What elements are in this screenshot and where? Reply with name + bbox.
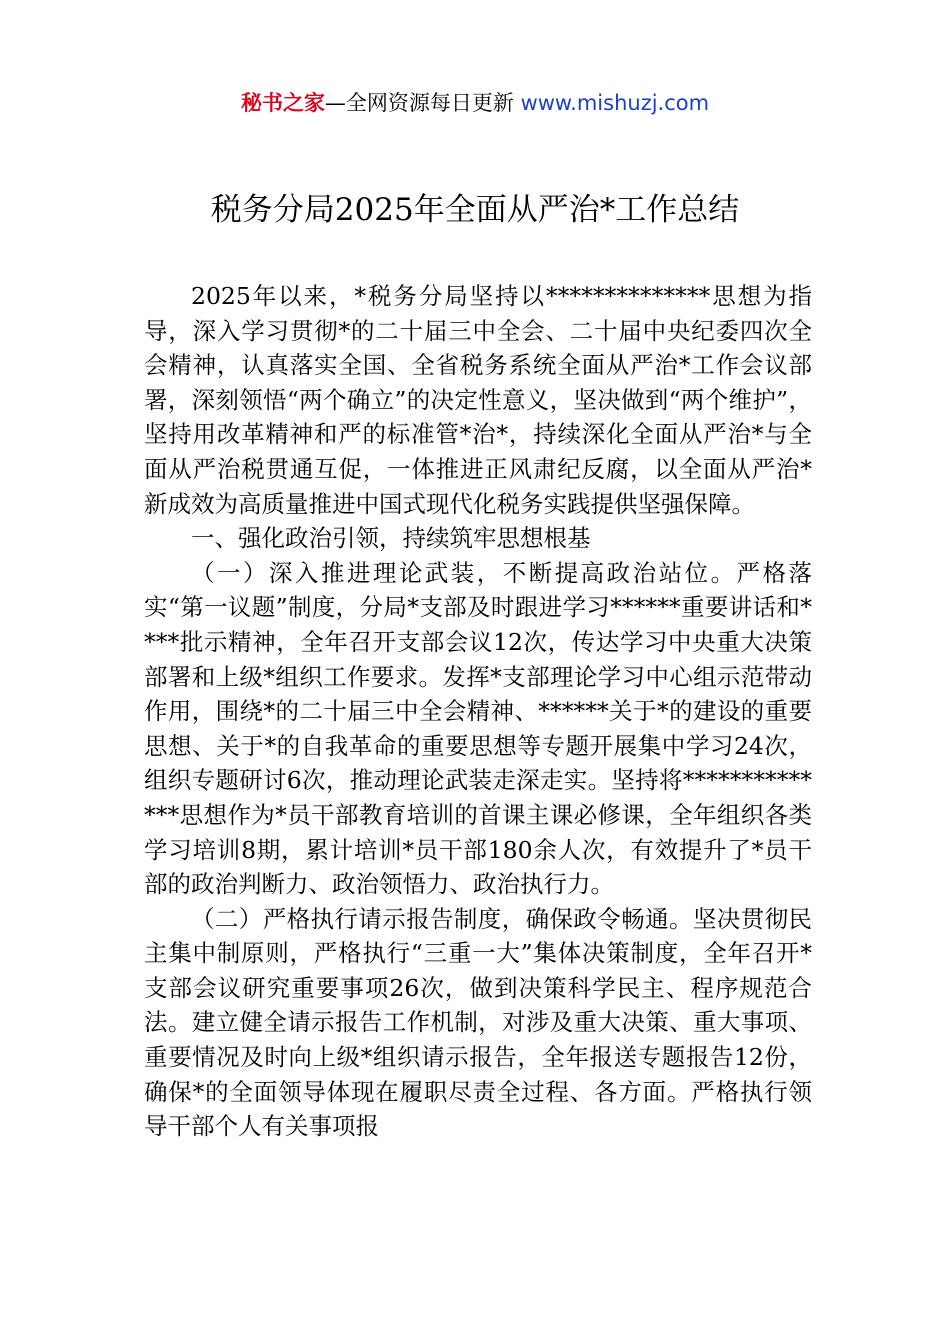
intro-paragraph: 2025年以来，*税务分局坚持以**************思想为指导，深入学习贯彻*的二十届三中全会、二十届中央纪委四次全会精神，认真落实全国、全省税务系统全面从严治*工作会议部署，深刻领悟“两个确立”的决定性意义，坚决做到“两个维护”，坚持用改革精神和严的标准管*治*，持续深化全面从严治*与全面从严治税贯通互促，一体推进正风肃纪反腐，以全面从严治*新成效为高质量推进中国式现代化税务实践提供坚强保障。 xyxy=(144,282,812,518)
site-header xyxy=(0,88,950,118)
document-body xyxy=(144,279,812,1144)
site-url-link[interactable]: www.mishuzj.com xyxy=(520,91,710,115)
section-heading: 一、强化政治引领，持续筑牢思想根基 xyxy=(191,524,591,553)
subsection-paragraph-1: （一）深入推进理论武装，不断提高政治站位。严格落实“第一议题”制度，分局*支部及时跟进学习******重要讲话和****批示精神，全年召开支部会议12次，传达学习中央重大决策部署和上级*组织工作要求。发挥*支部理论学习中心组示范带动作用，围绕*的二十届三中全会精神、******关于*的建设的重要思想、关于*的自我革命的重要思想等专题开展集中学习24次，组织专题研讨6次，推动理论武装走深走实。坚持将**************思想作为*员干部教育培训的首课主课必修课，全年组织各类学习培训8期，累计培训*员干部180余人次，有效提升了*员干部的政治判断力、政治领悟力、政治执行力。 xyxy=(144,558,812,899)
site-brand: 秘书之家 xyxy=(240,91,325,115)
site-tagline: —全网资源每日更新 xyxy=(324,91,514,115)
document-title: 税务分局2025年全面从严治*工作总结 xyxy=(210,192,740,228)
subsection-paragraph-2: （二）严格执行请示报告制度，确保政令畅通。坚决贯彻民主集中制原则，严格执行“三重一大”集体决策制度，全年召开*支部会议研究重要事项26次，做到决策科学民主、程序规范合法。建立健全请示报告工作机制，对涉及重大决策、重大事项、重要情况及时向上级*组织请示报告，全年报送专题报告12份，确保*的全面领导体现在履职尽责全过程、各方面。严格执行领导干部个人有关事项报 xyxy=(144,904,812,1141)
